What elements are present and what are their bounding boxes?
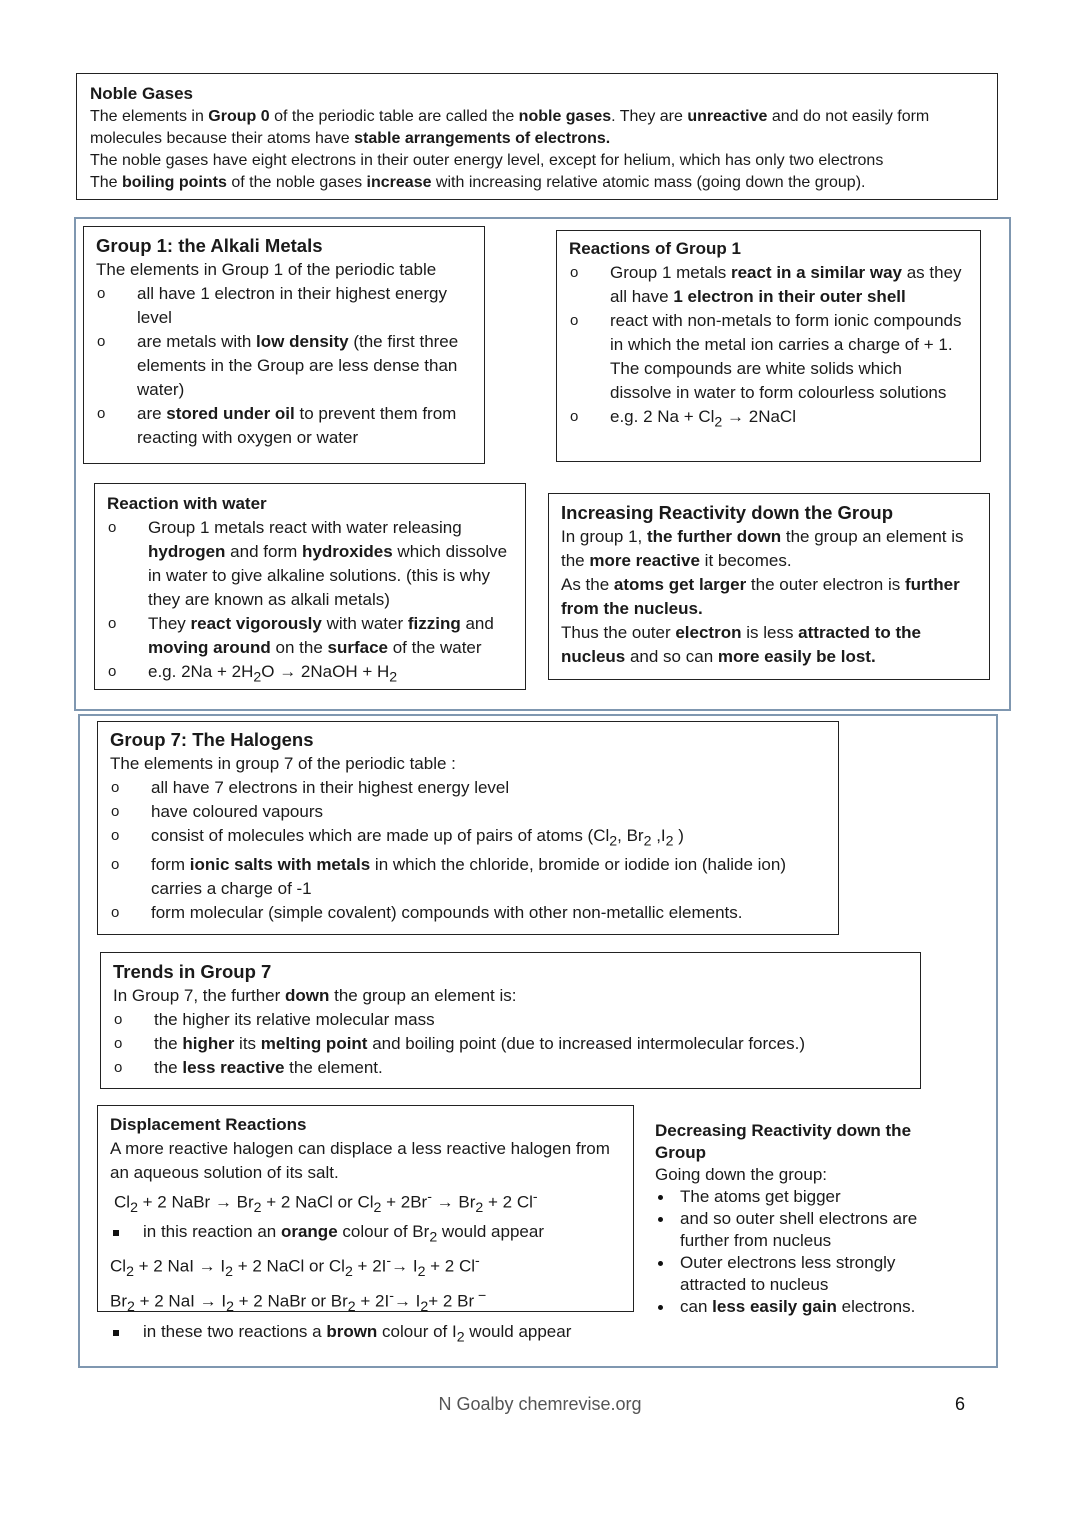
trends-title: Trends in Group 7 (113, 961, 272, 982)
increasing-reactivity-title: Increasing Reactivity down the Group (561, 502, 894, 523)
equation-2: $Cl_2 + 2$ NaI → $I_2 + 2$ NaCl or $Cl_2 + 2I^-\to I_2 + 2$ Cl- (110, 1253, 480, 1281)
noble-gases-para-2: The noble gases have eight electrons in their outer energy level, except for helium, which has only two electrons (90, 152, 884, 169)
list-item: in these two reactions a brown colour of $I_2$ would appear (110, 1320, 621, 1349)
list-item: and so outer shell electrons are further from nucleus (655, 1208, 955, 1252)
page-number: 6 (955, 1394, 966, 1414)
list-item: o are metals with low density (the first three elements in the Group are less dense than water) (96, 330, 472, 402)
list-item: o are stored under oil to prevent them from reacting with oxygen or water (96, 402, 472, 450)
decreasing-reactivity-intro: Going down the group: (655, 1165, 828, 1184)
decreasing-reactivity-title: Decreasing Reactivity down the Group (655, 1121, 912, 1162)
noble-gases-para-1: The elements in Group 0 of the periodic table are called the noble gases. They are unreactive and do not easily form molecules because their atoms have stable arrangements of electrons. (90, 108, 930, 147)
noble-gases-para-3: The boiling points of the noble gases increase with increasing relative atomic mass (going down the group). (90, 174, 866, 191)
reactions-group-1-box (556, 230, 981, 462)
footer-credit: N Goalby chemrevise.org (438, 1394, 642, 1414)
displacement-box (97, 1105, 634, 1345)
alkali-metals-box (83, 226, 485, 464)
equation-1: $Cl_2 + 2$ NaBr → $Br_2 + 2$ NaCl or $Cl_2 + 2Br^- \to Br_2 + 2$ Cl- (114, 1189, 538, 1217)
list-item: o consist of molecules which are made up of pairs of atoms ($Cl_2$, $Br_2$ $,I_2$ ) (110, 824, 826, 853)
list-item: o e.g. $2Na + 2H_2O$ → 2NaOH + $H_2$ (107, 660, 513, 689)
halogens-intro: The elements in group 7 of the periodic table : (110, 754, 456, 773)
increasing-reactivity-para-2: As the atoms get larger the outer electron is further from the nucleus. (561, 575, 960, 618)
increasing-reactivity-para-3: Thus the outer electron is less attracted to the nucleus and so can more easily be lost. (561, 623, 921, 666)
list-item: can less easily gain electrons. (655, 1296, 955, 1318)
list-item: in this reaction an orange colour of $Br_2$ would appear (110, 1220, 621, 1249)
list-item: o have coloured vapours (110, 800, 826, 824)
list-item: o Group 1 metals react in a similar way as they all have 1 electron in their outer shell (569, 261, 968, 309)
decreasing-reactivity-panel (655, 1120, 955, 1318)
increasing-reactivity-para-1: In group 1, the further down the group an element is the more reactive it becomes. (561, 527, 964, 570)
list-item: o e.g. 2 $Na + Cl_2$ → 2NaCl (569, 405, 968, 434)
trends-box (100, 952, 921, 1089)
halogens-box (97, 721, 839, 935)
list-item: o the higher its melting point and boiling point (due to increased intermolecular forces.) (113, 1032, 908, 1056)
list-item: Outer electrons less strongly attracted to nucleus (655, 1252, 955, 1296)
list-item: o Group 1 metals react with water releasing hydrogen and form hydroxides which dissolve in water to give alkaline solutions. (this is why they are known as alkali metals) (107, 516, 513, 612)
displacement-title: Displacement Reactions (110, 1115, 307, 1134)
alkali-metals-title: Group 1: the Alkali Metals (96, 235, 323, 256)
halogens-title: Group 7: The Halogens (110, 729, 314, 750)
reaction-with-water-box (94, 483, 526, 690)
list-item: o form ionic salts with metals in which the chloride, bromide or iodide ion (halide ion) carries a charge of -1 (110, 853, 826, 901)
list-item: o all have 7 electrons in their highest energy level (110, 776, 826, 800)
increasing-reactivity-box (548, 493, 990, 680)
noble-gases-title: Noble Gases (90, 84, 193, 103)
list-item: o the less reactive the element. (113, 1056, 908, 1080)
trends-intro: In Group 7, the further down the group an element is: (113, 986, 517, 1005)
list-item: o form molecular (simple covalent) compounds with other non-metallic elements. (110, 901, 826, 925)
list-item: o all have 1 electron in their highest energy level (96, 282, 472, 330)
list-item: o react with non-metals to form ionic compounds in which the metal ion carries a charge of + 1. The compounds are white solids which dissolve in water to form colourless solutions (569, 309, 968, 405)
list-item: o They react vigorously with water fizzing and moving around on the surface of the water (107, 612, 513, 660)
list-item: The atoms get bigger (655, 1186, 955, 1208)
reactions-group-1-title: Reactions of Group 1 (569, 239, 741, 258)
equation-3: $Br_2 + 2$ NaI → $I_2 + 2$ NaBr or $Br_2 + 2I^-\to I_2+ 2$ Br − (110, 1288, 487, 1316)
reaction-with-water-title: Reaction with water (107, 494, 267, 513)
alkali-metals-intro: The elements in Group 1 of the periodic table (96, 260, 437, 279)
list-item: o the higher its relative molecular mass (113, 1008, 908, 1032)
noble-gases-box (76, 73, 998, 200)
displacement-intro: A more reactive halogen can displace a less reactive halogen from an aqueous solution of its salt. (110, 1139, 610, 1182)
